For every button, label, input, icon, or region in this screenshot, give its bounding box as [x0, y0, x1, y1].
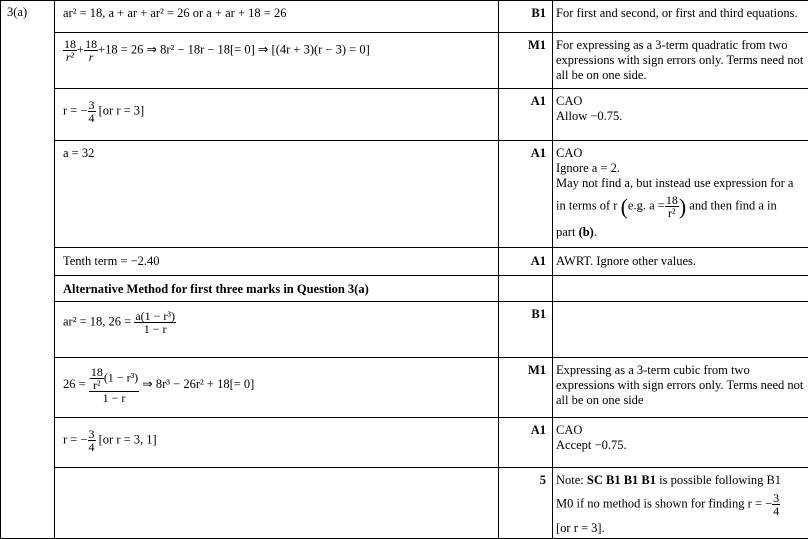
fraction: $\frac{3}{4}$: [772, 492, 780, 517]
guidance-cell: AWRT. Ignore other values.: [553, 248, 808, 276]
table-row: [1, 141, 808, 248]
guidance-cell: For first and second, or first and third equations.: [553, 1, 808, 33]
table-row: [1, 358, 808, 418]
question-number: 3(a): [1, 1, 55, 539]
mark-cell: M1: [499, 358, 553, 418]
mark-cell: M1: [499, 33, 553, 89]
working-cell: a = 32: [55, 141, 499, 248]
mark-cell: B1: [499, 302, 553, 358]
table-row: [1, 89, 808, 141]
table-row: [1, 276, 808, 302]
mark-cell: A1: [499, 89, 553, 141]
table-row: [1, 302, 808, 358]
fraction: $\frac{3}{4}$: [88, 99, 96, 124]
guidance-cell: CAO Accept −0.75.: [553, 418, 808, 468]
guidance-cell: For expressing as a 3-term quadratic from two expressions with sign errors only. Terms need not all be on one side.: [553, 33, 808, 89]
guidance-cell: CAO Allow −0.75.: [553, 89, 808, 141]
working-cell: ar² = 18, a + ar + ar² = 26 or a + ar + 18 = 26: [55, 1, 499, 33]
working-cell: r = − $\frac{3}{4}$ [or r = 3, 1]: [55, 418, 499, 468]
fraction: $\frac{18}{\text{r²}}$: [665, 194, 679, 219]
mark-cell: A1: [499, 141, 553, 248]
guidance-cell: CAO Ignore a = 2. May not find a, but instead use expression for a in terms of r (e.g. a = $\frac{18}{\text{r²}}$ ) and then find a in part (b).: [553, 141, 808, 248]
section-heading: Alternative Method for first three marks in Question 3(a): [55, 276, 499, 302]
working-cell: 26 = $\frac{18}{\text{r²}}$ (1 − r³) 1 − r ⇒ 8r³ − 26r² + 18[= 0]: [55, 358, 499, 418]
working-cell: $\frac{18}{\text{r²}}$ + $\frac{18}{r}$ +18 = 26 ⇒ 8r² − 18r − 18[= 0] ⇒ [(4r + 3)(r − 3) = 0]: [55, 33, 499, 89]
table-row: [1, 33, 808, 89]
working-cell: ar² = 18, 26 = $\frac{\text{a(1 − r³)}}{1 - r}$: [55, 302, 499, 358]
table-row: [1, 248, 808, 276]
fraction: $\frac{18}{r}$: [84, 38, 98, 63]
table-row: [1, 418, 808, 468]
equation-text: +18 = 26 ⇒ 8r² − 18r − 18[= 0] ⇒ [(4r + 3)(r − 3) = 0]: [98, 42, 370, 56]
fraction: $\frac{18}{\text{r²}}$ (1 − r³) 1 − r: [89, 366, 139, 404]
guidance-cell: Note: SC B1 B1 B1 is possible following B1 M0 if no method is shown for finding r = − $\frac{3}{4}$ [or r = 3].: [553, 468, 808, 539]
mark-cell: A1: [499, 418, 553, 468]
fraction: $\frac{3}{4}$: [88, 428, 96, 453]
fraction: $\frac{\text{a(1 − r³)}}{1 - r}$: [134, 310, 176, 335]
fraction: $\frac{18}{\text{r²}}$: [63, 38, 77, 63]
working-cell: r = − $\frac{3}{4}$ [or r = 3]: [55, 89, 499, 141]
table-row: [1, 1, 808, 33]
guidance-cell: Expressing as a 3-term cubic from two expressions with sign errors only. Terms need not all be on one side: [553, 358, 808, 418]
table-row: [1, 468, 808, 539]
working-cell: Tenth term = −2.40: [55, 248, 499, 276]
mark-cell: B1: [499, 1, 553, 33]
mark-cell: A1: [499, 248, 553, 276]
total-mark-cell: 5: [499, 468, 553, 539]
